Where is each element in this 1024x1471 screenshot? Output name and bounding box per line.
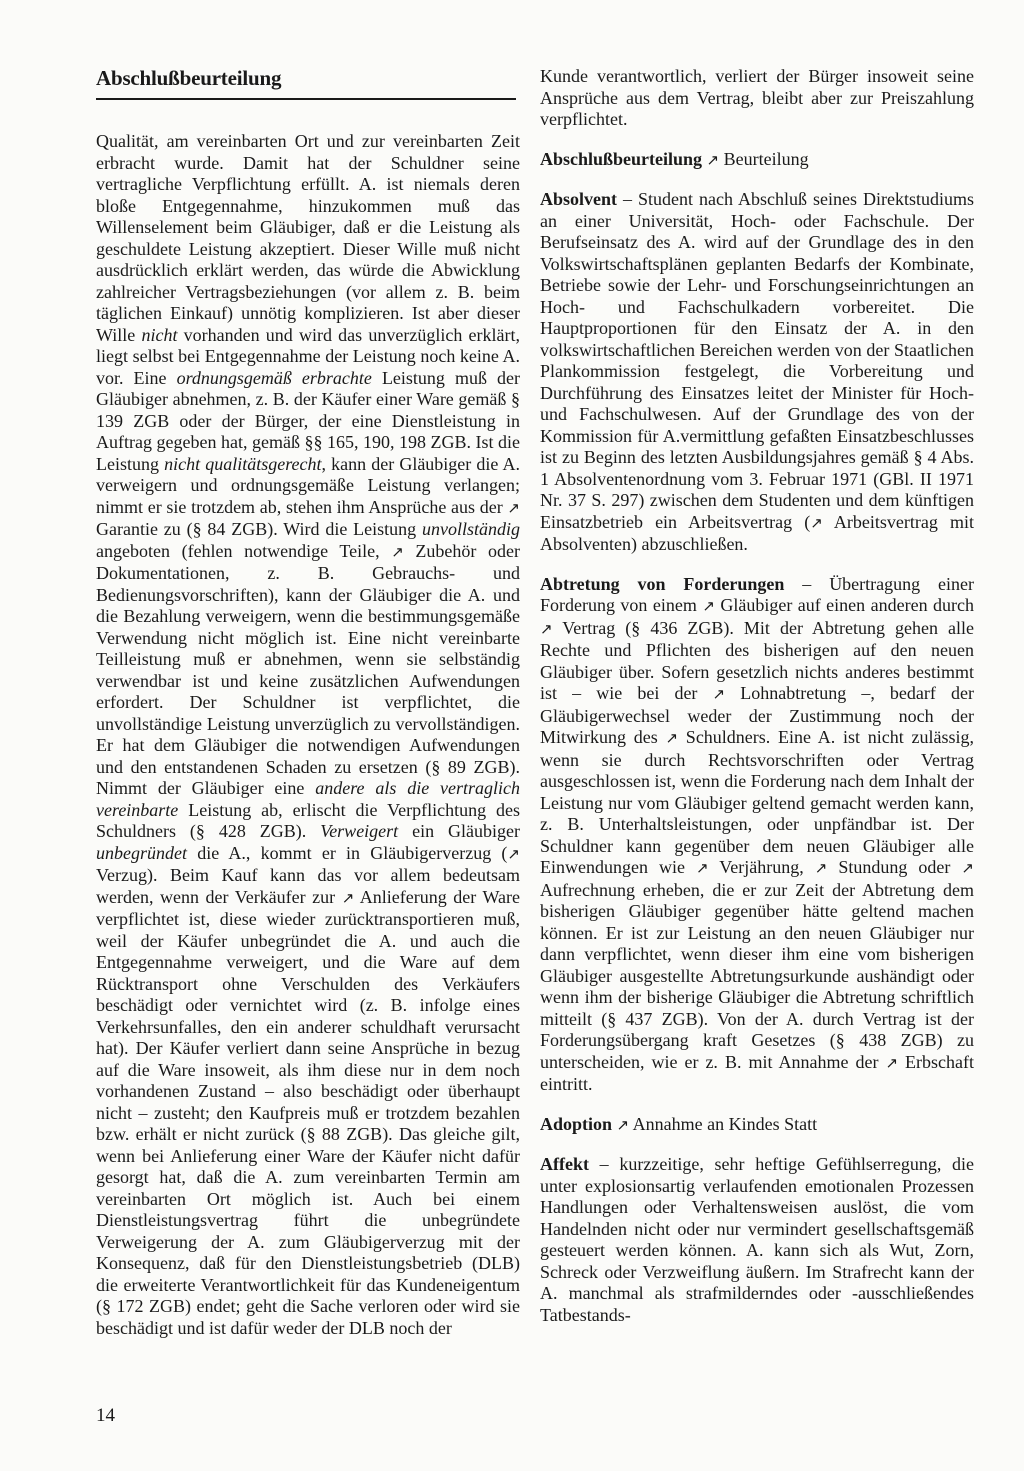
- text-run: Stundung oder: [827, 857, 962, 877]
- left-column-text: [96, 131, 520, 1339]
- text-run: angeboten (fehlen notwendige Teile,: [96, 540, 392, 561]
- text-run: Vertrag (§ 436 ZGB). Mit der Abtretung gehen alle Rechte und Pflichten des bisherigen auf den neuen Gläubiger über. Sofern gesetzlich nichts anderes bestimmt ist – wie bei der: [540, 617, 974, 703]
- text-run: Qualität, am vereinbarten Ort und zur vereinbarten Zeit erbracht wurde. Damit hat der Schuldner seine vertragliche Verpflichtung erfüllt. A. ist niemals deren bloße Entgegennahme, hinzukommen muß das Willenselement beim Gläubiger, daß er die Leistung als geschuldete Leistung akzeptiert. Dieser Wille muß nicht ausdrücklich erklärt werden, das würde die Abwicklung zahlreicher Vertragsbeziehungen (vor allem z. B. beim täglichen Einkauf) unnötig komplizieren. Ist aber dieser Wille: [96, 131, 520, 345]
- italic-text: Verweigert: [320, 821, 399, 841]
- cross-reference-arrow-icon: ↗: [507, 844, 520, 863]
- cross-reference-arrow-icon: ↗: [712, 685, 726, 703]
- italic-text: unvollständig: [422, 519, 520, 539]
- dictionary-entry: [540, 189, 974, 556]
- text-run: Garantie zu (§ 84 ZGB). Wird die Leistung: [96, 519, 422, 539]
- italic-text: nicht qualitätsgerecht: [164, 453, 322, 474]
- entry-list: [540, 149, 974, 1327]
- entry-separator: –: [617, 189, 639, 209]
- text-run: vorhanden und wird das unverzüglich erklärt, liegt selbst bei Entgegennahme der Leistung noch keine A. vor. Eine: [96, 324, 520, 388]
- cross-reference-arrow-icon: ↗: [616, 1115, 630, 1134]
- cross-reference-arrow-icon: ↗: [706, 150, 720, 169]
- text-run: Leistung ab, erlischt die Verpflichtung des Schuldners (§ 428 ZGB).: [96, 799, 520, 841]
- dictionary-entry: [540, 574, 974, 1096]
- entry-separator: –: [784, 573, 830, 594]
- cross-reference-arrow-icon: ↗: [696, 859, 709, 877]
- italic-text: ordnungsgemäß erbrachte: [176, 367, 372, 388]
- text-run: Annahme an Kindes Statt: [629, 1113, 818, 1134]
- text-run: Verjährung,: [708, 857, 815, 877]
- cross-reference-arrow-icon: ↗: [961, 859, 974, 877]
- running-header: Abschlußbeurteilung: [96, 66, 282, 90]
- entry-term: Absolvent: [540, 189, 618, 209]
- dictionary-entry: [540, 1114, 974, 1137]
- text-run: Arbeitsvertrag mit Absolventen) abzuschließen.: [540, 511, 974, 554]
- cross-reference-arrow-icon: ↗: [814, 859, 828, 877]
- cross-reference-arrow-icon: ↗: [391, 542, 404, 561]
- cross-reference-arrow-icon: ↗: [885, 1053, 899, 1072]
- italic-text: andere als die vertraglich vereinbarte: [96, 778, 520, 820]
- cross-reference-arrow-icon: ↗: [810, 513, 823, 532]
- right-column: [540, 66, 974, 1326]
- text-run: Anlieferung der Ware verpflichtet ist, diese wieder zurücktransportieren muß, weil der Käufer unbegründet die A. und auch die Entgegennahme verweigert, und die Ware auf dem Rücktransport ohne Verschulden des Verkäufers beschädigt oder vernichtet wird (z. B. infolge eines Verkehrsunfalles, den ein anderer schuldhaft verursacht hat). Der Käufer verliert dann seine Ansprüche in bezug auf die Ware insoweit, als ihm diese nur in dem noch vorhandenen Zustand – also beschädigt oder überhaupt nicht – zusteht; den Kaufpreis muß er trotzdem bezahlen bzw. erhält er nicht zurück (§ 88 ZGB). Das gleiche gilt, wenn bei Anlieferung einer Ware der Käufer nicht dafür gesorgt hat, daß die A. zum vereinbarten Termin am vereinbarten Ort möglich ist. Auch bei einem Dienstleistungsvertrag führt die unbegründete Verweigerung der A. zum Gläubigerverzug mit der Konsequenz, daß für den Dienstleistungsbetrieb (DLB) die erweiterte Verantwortlichkeit für das Kundeneigentum (§ 172 ZGB) endet; geht die Sache verloren oder wird sie beschädigt und ist dafür weder der DLB noch der: [96, 886, 520, 1338]
- text-run: Lohnabtretung –, bedarf der Gläubigerwechsel weder der Zustimmung noch der Mitwirkung des: [540, 683, 974, 747]
- text-run: Aufrechnung erheben, die er zur Zeit der Abtretung dem bisherigen Gläubiger gegenüber hätte geltend machen können. Er ist zur Leistung an den neuen Gläubiger nur dann verpflichtet, wenn dieser ihm eine vom bisherigen Gläubiger ausgestellte Abtretungsurkunde aushändigt oder wenn ihm der bisherige Gläubiger die Abtretung schriftlich mitteilt (§ 437 ZGB). Von der A. durch Vertrag ist der Forderungsübergang kraft Gesetzes (§ 438 ZGB) zu unterscheiden, wie er z. B. mit Annahme der: [540, 879, 974, 1072]
- text-run: Erbschaft eintritt.: [540, 1051, 975, 1094]
- entry-term: Abschlußbeurteilung: [540, 148, 703, 169]
- text-run: Verzug). Beim Kauf kann das vor allem bedeutsam werden, wenn der Verkäufer zur: [96, 865, 520, 907]
- continuation-text: Kunde verantwortlich, verliert der Bürger insoweit seine Ansprüche aus dem Vertrag, bleibt aber zur Preiszahlung verpflichtet.: [540, 66, 974, 129]
- text-run: Übertragung einer Forderung von einem: [540, 573, 974, 615]
- cross-reference-arrow-icon: ↗: [540, 619, 553, 638]
- text-run: , kann der Gläubiger die A. verweigern und ordnungsgemäße Leistung verlangen; nimmt er sie trotzdem ab, stehen ihm Ansprüche aus der: [96, 453, 520, 517]
- italic-text: nicht: [141, 324, 178, 345]
- entry-term: Abtretung von Forderungen: [540, 573, 785, 594]
- text-run: ein Gläubiger: [398, 821, 521, 841]
- text-run: Zubehör oder Dokumentationen, z. B. Gebrauchs- und Bedienungsvorschriften), kann der Gläubiger die A. und die Bezahlung verweigern, wenn die bestimmungsgemäße Verwendung nicht möglich ist. Eine nicht vereinbarte Teilleistung muß er abnehmen, wenn sie selbständig verwendbar ist und keine zusätzlichen Aufwendungen erfordert. Der Schuldner ist verpflichtet, die unvollständige Leistung unverzüglich zu vervollständigen. Er hat dem Gläubiger die notwendigen Aufwendungen und den entstandenen Schaden zu ersetzen (§ 89 ZGB). Nimmt der Gläubiger eine: [96, 540, 521, 798]
- cross-reference-arrow-icon: ↗: [507, 498, 520, 517]
- text-run: Leistung muß der Gläubiger abnehmen, z. B. der Käufer einer Ware gemäß § 139 ZGB oder der Bürger, der eine Dienstleistung in Auftrag gegeben hat, gemäß §§ 165, 190, 198 ZGB. Ist die Leistung: [96, 367, 520, 474]
- entry-term: Affekt: [540, 1154, 589, 1174]
- cross-reference-arrow-icon: ↗: [341, 888, 355, 907]
- text-run: die A., kommt er in Gläubigerverzug (: [186, 842, 508, 863]
- cross-reference-arrow-icon: ↗: [665, 729, 679, 747]
- text-run: Beurteilung: [719, 148, 809, 169]
- text-run: Gläubiger auf einen anderen durch: [714, 595, 974, 615]
- header-rule: [96, 98, 516, 100]
- page-number: 14: [96, 1405, 115, 1426]
- dictionary-entry: [540, 1154, 974, 1326]
- text-run: Student nach Abschluß seines Direktstudiums an einer Universität, Hoch- oder Fachschule. Der Berufseinsatz des A. wird auf der Grundlage des in den Volkswirtschaftsplänen geplanten Bedarfs der Kombinate, Betriebe sowie der Lehr- und Forschungseinrichtungen an Hoch- und Fachschulkadern vorbereitet. Die Hauptproportionen für den Einsatz der A. in den volkswirtschaftlichen Bereichen werden von der Staatlichen Plankommission festgelegt, die Vorbereitung und Durchführung des Einsatzes leitet der Minister für Hoch- und Fachschulwesen. Auf der Grundlage des von der Kommission für A.vermittlung gefaßten Einsatzbeschlusses ist zu Beginn des letzten Ausbildungsjahres gemäß § 4 Abs. 1 Absolventenordnung vom 3. Februar 1971 (GBl. II 1971 Nr. 37 S. 297) zwischen dem Studenten und dem künftigen Einsatzbetrieb ein Arbeitsvertrag (: [540, 189, 975, 532]
- cross-reference-arrow-icon: ↗: [702, 597, 715, 615]
- entry-separator: –: [588, 1154, 620, 1174]
- text-run: Schuldners. Eine A. ist nicht zulässig, wenn sie durch Rechtsvorschriften oder Vertrag ausgeschlossen ist, wenn die Forderung nach dem Inhalt der Leistung nur vom Gläubiger geltend gemacht werden kann, z. B. Unterhaltsleistungen, oder unpfändbar ist. Der Schuldner kann gegenüber dem neuen Gläubiger alle Einwendungen wie: [540, 727, 974, 877]
- dictionary-entry: [540, 149, 974, 172]
- entry-term: Adoption: [540, 1113, 613, 1134]
- left-column: [96, 131, 520, 1339]
- italic-text: unbegründet: [96, 842, 187, 863]
- text-run: kurzzeitige, sehr heftige Gefühlserregung, die unter explosionsartig verlaufenden emotionalen Prozessen Handlungen oder Verhaltensweisen auslöst, die vom Handelnden nicht oder nur vermindert gesellschaftsgemäß gesteuert werden können. A. kann sich als Wut, Zorn, Schreck oder Verzweiflung äußern. Im Strafrecht kann der A. manchmal als strafmilderndes oder -ausschließendes Tatbestands-: [540, 1154, 974, 1325]
